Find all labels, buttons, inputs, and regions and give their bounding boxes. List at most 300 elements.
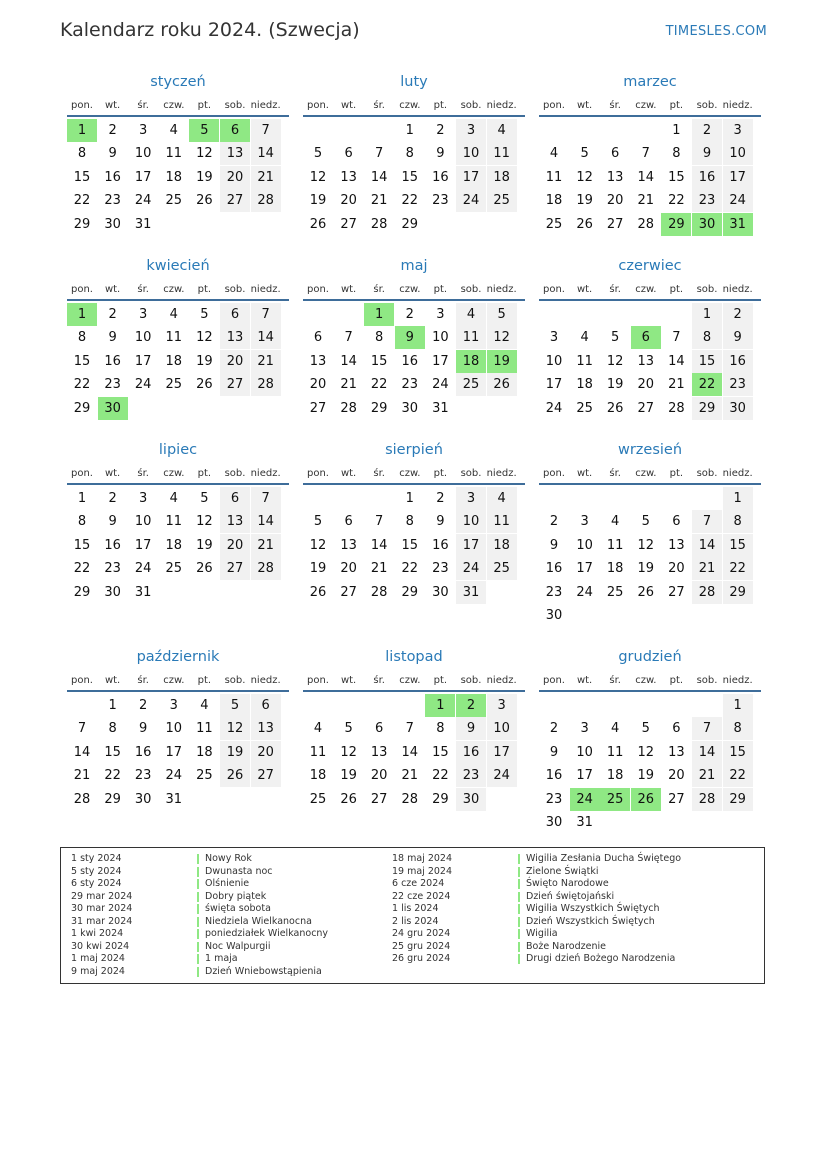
day-cell: 6 xyxy=(672,514,681,530)
day-cell: 8 xyxy=(77,514,87,530)
day-cell: 7 xyxy=(251,119,281,142)
day-cell: 3 xyxy=(139,123,148,138)
day-cell: 13 xyxy=(370,744,388,760)
day-cell: 8 xyxy=(723,510,753,533)
legend-marker xyxy=(197,892,199,902)
legend-marker xyxy=(518,867,520,877)
day-cell: 10 xyxy=(487,717,517,740)
day-cell: 21 xyxy=(692,764,722,787)
holiday-day: 24 xyxy=(570,788,600,811)
day-cell: 13 xyxy=(220,510,250,533)
day-cell: 12 xyxy=(309,169,327,185)
weekday-header: pon. xyxy=(307,675,329,686)
day-cell: 2 xyxy=(108,123,117,138)
day-cell: 3 xyxy=(456,487,486,510)
day-cell: 9 xyxy=(139,721,148,737)
day-cell: 29 xyxy=(432,791,449,807)
month-name: sierpień xyxy=(385,442,443,458)
weekday-header: pon. xyxy=(543,468,565,479)
weekday-header: pt. xyxy=(197,468,212,479)
day-cell: 19 xyxy=(196,169,213,185)
legend-marker xyxy=(197,954,199,964)
month-name: czerwiec xyxy=(618,258,682,274)
day-cell: 18 xyxy=(165,169,183,185)
day-cell: 27 xyxy=(220,557,250,580)
holiday-day: 22 xyxy=(692,373,722,396)
day-cell: 20 xyxy=(220,350,250,373)
day-cell: 22 xyxy=(73,193,91,209)
weekday-header: niedz. xyxy=(722,100,753,111)
day-cell: 10 xyxy=(134,146,152,162)
day-cell: 10 xyxy=(456,510,486,533)
weekday-header: czw. xyxy=(635,284,657,295)
holiday-day: 1 xyxy=(425,694,455,717)
day-cell: 6 xyxy=(611,146,620,162)
day-cell: 5 xyxy=(313,146,323,162)
day-cell: 2 xyxy=(723,303,753,326)
weekday-header: wt. xyxy=(576,468,593,479)
legend-marker xyxy=(518,942,520,952)
day-cell: 14 xyxy=(251,326,281,349)
day-cell: 8 xyxy=(405,514,414,530)
day-cell: 6 xyxy=(344,514,353,530)
day-cell: 20 xyxy=(340,193,357,209)
weekday-header: niedz. xyxy=(722,468,753,479)
day-cell: 12 xyxy=(487,326,517,349)
day-cell: 13 xyxy=(309,353,327,369)
day-cell: 24 xyxy=(576,584,593,600)
day-cell: 17 xyxy=(487,741,517,764)
weekday-header: sob. xyxy=(460,100,482,111)
day-cell: 19 xyxy=(309,193,327,209)
day-cell: 31 xyxy=(576,815,593,830)
weekday-header: pt. xyxy=(197,284,212,295)
legend-holiday-name: Drugi dzień Bożego Narodzenia xyxy=(526,953,676,964)
day-cell: 23 xyxy=(723,373,753,396)
day-cell: 25 xyxy=(165,561,183,577)
day-cell: 6 xyxy=(220,487,250,510)
holiday-legend xyxy=(60,847,765,984)
day-cell: 4 xyxy=(313,721,323,737)
day-cell: 22 xyxy=(104,768,121,784)
day-cell: 13 xyxy=(340,537,357,553)
weekday-header: czw. xyxy=(635,100,657,111)
legend-date: 25 gru 2024 xyxy=(392,940,451,952)
holiday-day: 29 xyxy=(661,213,691,236)
legend-holiday-name: Olśnienie xyxy=(205,878,250,889)
day-cell: 24 xyxy=(456,189,486,212)
day-cell: 28 xyxy=(692,788,722,811)
holiday-day: 18 xyxy=(456,350,486,373)
day-cell: 2 xyxy=(139,698,148,713)
day-cell: 15 xyxy=(692,350,722,373)
day-cell: 9 xyxy=(549,744,559,760)
day-cell: 1 xyxy=(405,123,414,138)
weekday-header: śr. xyxy=(373,100,385,111)
day-cell: 23 xyxy=(545,584,563,600)
day-cell: 26 xyxy=(196,193,213,209)
day-cell: 20 xyxy=(668,768,685,784)
legend-date: 18 maj 2024 xyxy=(392,853,453,864)
holiday-day: 5 xyxy=(189,119,219,142)
day-cell: 18 xyxy=(487,534,517,557)
weekday-header: śr. xyxy=(609,284,621,295)
day-cell: 20 xyxy=(340,561,357,577)
day-cell: 10 xyxy=(456,142,486,165)
day-cell: 29 xyxy=(401,584,419,600)
day-cell: 30 xyxy=(545,608,563,623)
day-cell: 11 xyxy=(165,330,183,346)
day-cell: 17 xyxy=(456,166,486,189)
weekday-header: śr. xyxy=(137,100,149,111)
day-cell: 10 xyxy=(432,330,449,346)
day-cell: 11 xyxy=(165,146,183,162)
day-cell: 26 xyxy=(220,764,250,787)
day-cell: 14 xyxy=(370,169,388,185)
day-cell: 3 xyxy=(436,307,445,322)
day-cell: 27 xyxy=(370,791,388,807)
day-cell: 23 xyxy=(432,193,449,209)
day-cell: 4 xyxy=(549,146,559,162)
day-cell: 17 xyxy=(165,744,183,760)
day-cell: 22 xyxy=(668,193,685,209)
day-cell: 23 xyxy=(545,791,563,807)
day-cell: 24 xyxy=(134,377,152,393)
legend-holiday-name: Noc Walpurgii xyxy=(205,940,271,952)
legend-marker xyxy=(197,917,199,927)
day-cell: 12 xyxy=(196,514,213,530)
day-cell: 30 xyxy=(456,788,486,811)
day-cell: 6 xyxy=(344,146,353,162)
day-cell: 23 xyxy=(692,189,722,212)
day-cell: 29 xyxy=(73,400,91,416)
day-cell: 17 xyxy=(545,377,563,393)
day-cell: 13 xyxy=(220,326,250,349)
day-cell: 16 xyxy=(432,537,449,553)
day-cell: 11 xyxy=(196,721,213,737)
month-name: marzec xyxy=(623,74,677,90)
legend-holiday-name: Wigilia Zesłania Ducha Świętego xyxy=(526,853,682,864)
day-cell: 21 xyxy=(251,534,281,557)
day-cell: 22 xyxy=(723,557,753,580)
legend-marker xyxy=(518,892,520,902)
day-cell: 15 xyxy=(104,744,121,760)
day-cell: 20 xyxy=(309,377,327,393)
legend-holiday-name: Nowy Rok xyxy=(205,853,252,864)
day-cell: 30 xyxy=(545,815,563,830)
day-cell: 10 xyxy=(165,721,183,737)
legend-holiday-name: Boże Narodzenie xyxy=(526,940,606,952)
day-cell: 7 xyxy=(692,717,722,740)
day-cell: 24 xyxy=(165,768,183,784)
weekday-header: niedz. xyxy=(486,284,517,295)
day-cell: 30 xyxy=(104,584,121,600)
month-name: lipiec xyxy=(158,442,198,458)
day-cell: 14 xyxy=(637,169,655,185)
day-cell: 13 xyxy=(668,744,685,760)
legend-date: 6 sty 2024 xyxy=(71,878,122,889)
day-cell: 5 xyxy=(200,307,209,322)
day-cell: 3 xyxy=(139,307,148,322)
day-cell: 18 xyxy=(487,166,517,189)
legend-marker xyxy=(197,854,199,864)
header-rule xyxy=(67,115,289,117)
day-cell: 28 xyxy=(637,216,655,232)
day-cell: 8 xyxy=(77,146,87,162)
day-cell: 7 xyxy=(405,721,414,737)
month-name: styczeń xyxy=(150,74,206,90)
weekday-header: niedz. xyxy=(486,675,517,686)
day-cell: 26 xyxy=(196,377,213,393)
day-cell: 19 xyxy=(637,768,655,784)
day-cell: 10 xyxy=(576,744,593,760)
day-cell: 19 xyxy=(196,353,213,369)
day-cell: 7 xyxy=(77,721,87,737)
day-cell: 26 xyxy=(309,216,327,232)
day-cell: 5 xyxy=(611,330,620,346)
weekday-header: niedz. xyxy=(250,284,281,295)
weekday-header: wt. xyxy=(104,100,121,111)
legend-date: 30 mar 2024 xyxy=(71,903,133,914)
holiday-day: 30 xyxy=(98,397,128,420)
day-cell: 12 xyxy=(196,146,213,162)
day-cell: 10 xyxy=(134,514,152,530)
weekday-header: czw. xyxy=(399,468,421,479)
day-cell: 29 xyxy=(723,581,753,604)
day-cell: 7 xyxy=(672,330,681,346)
day-cell: 30 xyxy=(134,791,152,807)
day-cell: 22 xyxy=(723,764,753,787)
day-cell: 9 xyxy=(108,146,117,162)
day-cell: 3 xyxy=(723,119,753,142)
weekday-header: pt. xyxy=(669,675,684,686)
day-cell: 26 xyxy=(637,584,655,600)
day-cell: 19 xyxy=(196,537,213,553)
day-cell: 4 xyxy=(169,491,178,506)
day-cell: 5 xyxy=(487,303,517,326)
day-cell: 16 xyxy=(692,166,722,189)
legend-holiday-name: 1 maja xyxy=(205,953,238,964)
day-cell: 17 xyxy=(134,169,152,185)
weekday-header: niedz. xyxy=(250,100,281,111)
day-cell: 16 xyxy=(104,353,121,369)
legend-marker xyxy=(197,879,199,889)
day-cell: 9 xyxy=(692,142,722,165)
day-cell: 5 xyxy=(641,514,650,530)
day-cell: 14 xyxy=(692,741,722,764)
header-rule xyxy=(539,690,761,692)
weekday-header: sob. xyxy=(460,468,482,479)
day-cell: 19 xyxy=(220,741,250,764)
day-cell: 11 xyxy=(456,326,486,349)
day-cell: 3 xyxy=(139,491,148,506)
day-cell: 27 xyxy=(220,189,250,212)
day-cell: 17 xyxy=(723,166,753,189)
month-name: listopad xyxy=(385,649,443,665)
day-cell: 24 xyxy=(432,377,449,393)
day-cell: 28 xyxy=(370,216,388,232)
day-cell: 15 xyxy=(73,169,91,185)
day-cell: 15 xyxy=(432,744,449,760)
day-cell: 31 xyxy=(432,400,449,416)
day-cell: 15 xyxy=(723,534,753,557)
day-cell: 11 xyxy=(576,353,593,369)
day-cell: 3 xyxy=(487,694,517,717)
day-cell: 20 xyxy=(606,193,624,209)
day-cell: 5 xyxy=(313,514,323,530)
day-cell: 27 xyxy=(220,373,250,396)
legend-marker xyxy=(518,879,520,889)
day-cell: 6 xyxy=(672,721,681,737)
legend-marker xyxy=(518,954,520,964)
day-cell: 9 xyxy=(723,326,753,349)
weekday-header: czw. xyxy=(163,100,185,111)
day-cell: 26 xyxy=(487,373,517,396)
legend-holiday-name: Dzień świętojański xyxy=(526,890,615,902)
day-cell: 16 xyxy=(134,744,152,760)
weekday-header: niedz. xyxy=(486,468,517,479)
day-cell: 14 xyxy=(401,744,419,760)
day-cell: 1 xyxy=(692,303,722,326)
day-cell: 21 xyxy=(251,350,281,373)
header-rule xyxy=(303,115,525,117)
day-cell: 26 xyxy=(196,561,213,577)
day-cell: 6 xyxy=(251,694,281,717)
day-cell: 5 xyxy=(580,146,589,162)
legend-date: 24 gru 2024 xyxy=(392,928,451,939)
day-cell: 4 xyxy=(456,303,486,326)
weekday-header: pon. xyxy=(71,675,93,686)
day-cell: 28 xyxy=(251,373,281,396)
day-cell: 30 xyxy=(432,584,449,600)
day-cell: 21 xyxy=(637,193,655,209)
day-cell: 29 xyxy=(73,584,91,600)
weekday-header: pt. xyxy=(433,284,448,295)
day-cell: 9 xyxy=(436,514,445,530)
legend-date: 1 lis 2024 xyxy=(392,903,439,914)
weekday-header: śr. xyxy=(137,284,149,295)
day-cell: 25 xyxy=(487,189,517,212)
weekday-header: pon. xyxy=(543,284,565,295)
weekday-header: pon. xyxy=(543,100,565,111)
day-cell: 27 xyxy=(637,400,655,416)
day-cell: 27 xyxy=(340,216,357,232)
day-cell: 7 xyxy=(375,146,384,162)
day-cell: 18 xyxy=(165,353,183,369)
day-cell: 6 xyxy=(375,721,384,737)
day-cell: 26 xyxy=(340,791,357,807)
day-cell: 28 xyxy=(73,791,91,807)
day-cell: 26 xyxy=(606,400,624,416)
day-cell: 21 xyxy=(370,193,388,209)
day-cell: 15 xyxy=(401,537,419,553)
day-cell: 11 xyxy=(487,142,517,165)
weekday-header: wt. xyxy=(576,284,593,295)
legend-date: 22 cze 2024 xyxy=(392,890,451,902)
day-cell: 12 xyxy=(220,717,250,740)
day-cell: 17 xyxy=(456,534,486,557)
legend-marker xyxy=(197,929,199,939)
day-cell: 4 xyxy=(611,514,620,530)
weekday-header: czw. xyxy=(399,284,421,295)
legend-holiday-name: poniedziałek Wielkanocny xyxy=(205,928,329,939)
day-cell: 27 xyxy=(251,764,281,787)
day-cell: 26 xyxy=(309,584,327,600)
day-cell: 19 xyxy=(606,377,624,393)
day-cell: 21 xyxy=(692,557,722,580)
header-rule xyxy=(67,483,289,485)
site-link[interactable]: TIMESLES.COM xyxy=(665,24,767,39)
day-cell: 10 xyxy=(723,142,753,165)
weekday-header: czw. xyxy=(163,468,185,479)
legend-marker xyxy=(518,854,520,864)
legend-date: 2 lis 2024 xyxy=(392,915,439,927)
day-cell: 13 xyxy=(220,142,250,165)
header-rule xyxy=(303,690,525,692)
weekday-header: wt. xyxy=(576,100,593,111)
day-cell: 24 xyxy=(487,764,517,787)
weekday-header: czw. xyxy=(163,284,185,295)
day-cell: 12 xyxy=(606,353,624,369)
weekday-header: pt. xyxy=(197,100,212,111)
day-cell: 25 xyxy=(309,791,327,807)
day-cell: 27 xyxy=(309,400,327,416)
day-cell: 2 xyxy=(108,307,117,322)
month-name: kwiecień xyxy=(146,258,210,274)
day-cell: 11 xyxy=(309,744,327,760)
holiday-day: 1 xyxy=(67,303,97,326)
holiday-day: 19 xyxy=(487,350,517,373)
legend-date: 1 kwi 2024 xyxy=(71,928,124,939)
day-cell: 12 xyxy=(637,744,655,760)
weekday-header: pon. xyxy=(307,284,329,295)
day-cell: 13 xyxy=(251,717,281,740)
weekday-header: niedz. xyxy=(722,284,753,295)
legend-date: 30 kwi 2024 xyxy=(71,940,130,952)
weekday-header: sob. xyxy=(460,675,482,686)
day-cell: 18 xyxy=(545,193,563,209)
day-cell: 1 xyxy=(723,487,753,510)
day-cell: 21 xyxy=(73,768,91,784)
day-cell: 15 xyxy=(73,353,91,369)
day-cell: 24 xyxy=(545,400,563,416)
weekday-header: niedz. xyxy=(486,100,517,111)
month-name: grudzień xyxy=(618,649,682,665)
day-cell: 8 xyxy=(436,721,445,737)
day-cell: 28 xyxy=(668,400,685,416)
day-cell: 12 xyxy=(340,744,357,760)
weekday-header: pt. xyxy=(669,468,684,479)
page-title: Kalendarz roku 2024. (Szwecja) xyxy=(60,19,360,41)
day-cell: 25 xyxy=(165,193,183,209)
day-cell: 11 xyxy=(606,537,624,553)
day-cell: 12 xyxy=(309,537,327,553)
day-cell: 16 xyxy=(545,561,563,577)
holiday-day: 25 xyxy=(600,788,630,811)
weekday-header: pon. xyxy=(71,284,93,295)
day-cell: 16 xyxy=(432,169,449,185)
day-cell: 23 xyxy=(432,561,449,577)
day-cell: 29 xyxy=(73,216,91,232)
day-cell: 17 xyxy=(134,353,152,369)
day-cell: 2 xyxy=(108,491,117,506)
weekday-header: sob. xyxy=(696,284,718,295)
header-rule xyxy=(303,483,525,485)
legend-holiday-name: Wigilia Wszystkich Świętych xyxy=(526,903,660,914)
weekday-header: wt. xyxy=(104,468,121,479)
day-cell: 8 xyxy=(108,721,117,737)
weekday-header: śr. xyxy=(373,468,385,479)
